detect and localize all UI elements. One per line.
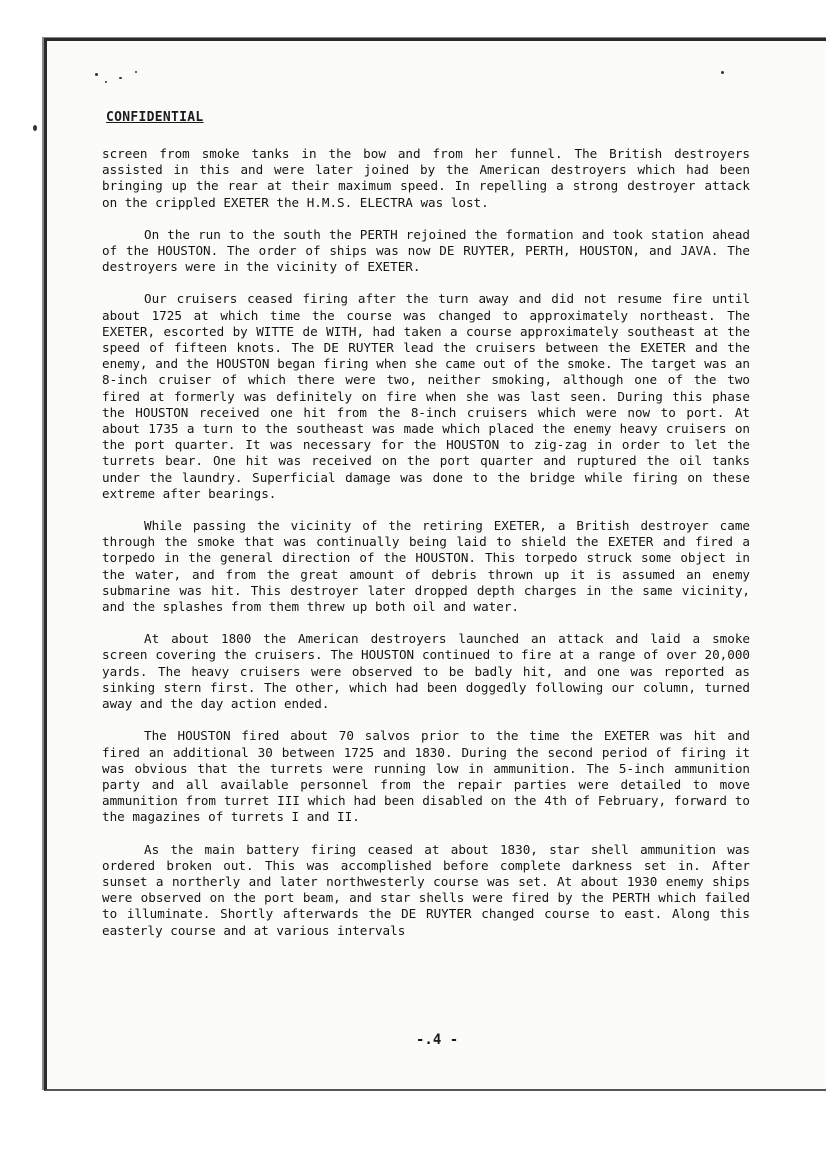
ink-speck [135,71,137,73]
paragraph-cruisers-firing: Our cruisers ceased firing after the turn away and did not resume fire until about 1725 at which time the course was changed to approximately northeast. The EXETER, escorted by WITTE de WITH, had taken a course approximately southeast at the speed of fifteen knots. The DE RUYTER lead the cruisers between the EXETER and the enemy, and the HOUSTON began firing when she came out of the smoke. The target was an 8-inch cruiser of which there were two, neither smoking, although one of the two fired at formerly was definitely on fire when she was last seen. During this phase the HOUSTON received one hit from the 8-inch cruisers which were now to port. At about 1735 a turn to the southeast was made which placed the enemy heavy cruisers on the port quarter. It was necessary for the HOUSTON to zig-zag in order to let the turrets bear. One hit was received on the port quarter and ruptured the oil tanks under the laundry. Superficial damage was done to the bridge while firing on these extreme after bearings. [102,291,750,501]
paragraph-american-destroyers: At about 1800 the American destroyers launched an attack and laid a smoke screen covering the cruisers. The HOUSTON continued to fire at a range of over 20,000 yards. The heavy cruisers were observed to be badly hit, and one was reported as sinking stern first. The other, which had been doggedly following our column, turned away and the day action ended. [102,631,750,712]
ink-speck [105,81,107,83]
document-body [102,146,750,955]
paragraph-salvos: The HOUSTON fired about 70 salvos prior to the time the EXETER was hit and fired an additional 30 between 1725 and 1830. During the second period of firing it was obvious that the turrets were running low in ammunition. The 5-inch ammunition party and all available personnel from the repair parties were detailed to move ammunition from turret III which had been disabled on the 4th of February, forward to the magazines of turrets I and II. [102,728,750,825]
classification-marking: CONFIDENTIAL [106,110,204,125]
paragraph-run-south: On the run to the south the PERTH rejoined the formation and took station ahead of the HOUSTON. The order of ships was now DE RUYTER, PERTH, HOUSTON, and JAVA. The destroyers were in the vicinity of EXETER. [102,226,750,275]
paragraph-star-shell: As the main battery firing ceased at about 1830, star shell ammunition was ordered broken out. This was accomplished before complete darkness set in. After sunset a northerly and later northwesterly course was set. At about 1930 enemy ships were observed on the port beam, and star shells were fired by the PERTH which failed to illuminate. Shortly afterwards the DE RUYTER changed course to east. Along this easterly course and at various intervals [102,841,750,938]
ink-speck [721,71,724,74]
ink-speck [95,73,98,76]
paragraph-british-destroyer: While passing the vicinity of the retiring EXETER, a British destroyer came through the smoke that was continually being laid to shield the EXETER and fired a torpedo in the general direction of the HOUSTON. This torpedo struck some object in the water, and from the great amount of debris thrown up it is assumed an enemy submarine was hit. This destroyer later dropped depth charges in the same vicinity, and the splashes from them threw up both oil and water. [102,518,750,615]
page-number: -.4 - [416,1032,459,1048]
ink-speck [119,77,122,79]
ink-speck [33,125,37,131]
paragraph-smoke-screen: screen from smoke tanks in the bow and from her funnel. The British destroyers assisted in this and were later joined by the American destroyers which had been bringing up the rear at their maximum speed. In repelling a strong destroyer attack on the crippled EXETER the H.M.S. ELECTRA was lost. [102,146,750,210]
